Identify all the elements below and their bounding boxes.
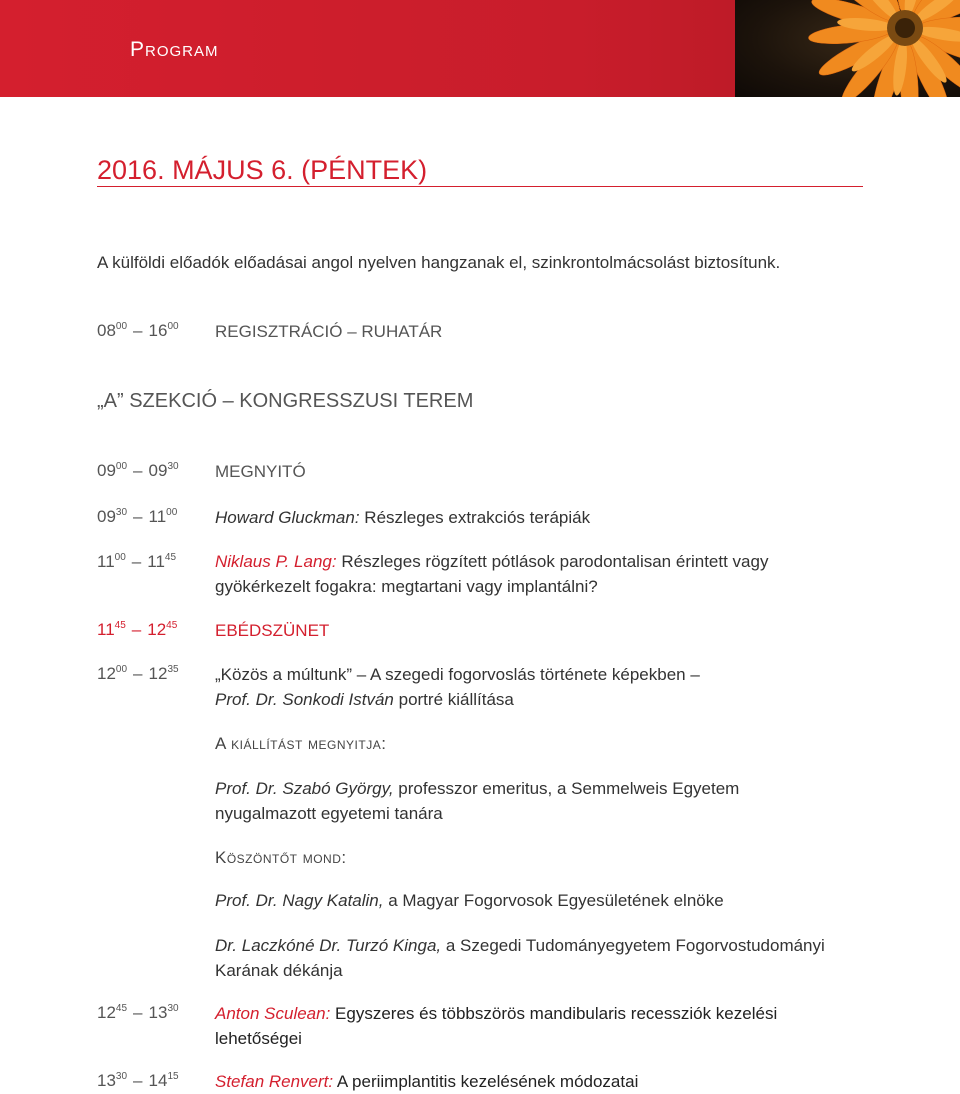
time-range: $11^{45} - 12^{45}$ [97, 620, 178, 639]
time-range: $13^{30} - 14^{15}$ [97, 1071, 179, 1090]
talk-title: Egyszeres és többszörös mandibularis recessziók kezelési lehetőségei [215, 1004, 778, 1048]
program-title: REGISZTRÁCIÓ – RUHATÁR [215, 322, 443, 341]
time-range: $08^{00} - 16^{00}$ [97, 321, 179, 340]
opener-entry [215, 776, 835, 826]
time-range: $09^{30} - 11^{00}$ [97, 507, 178, 526]
flower-icon [735, 0, 960, 97]
greeter-description: a Magyar Fogorvosok Egyesületének elnöke [383, 891, 724, 910]
speaker-name: Anton Sculean: [215, 1004, 331, 1023]
speaker-name: Niklaus P. Lang: [215, 552, 337, 571]
program-entry [215, 1001, 835, 1051]
time-range: $12^{45} - 13^{30}$ [97, 1003, 179, 1022]
opener-description: professzor emeritus, a Semmelweis Egyetem nyugalmazott egyetemi tanára [215, 779, 740, 823]
time-range: $12^{00} - 12^{35}$ [97, 664, 179, 683]
opener-name: Prof. Dr. Szabó György, [215, 779, 394, 798]
exhibition-author: Prof. Dr. Sonkodi István [215, 690, 394, 709]
speaker-name: Howard Gluckman: [215, 508, 360, 527]
time-range: $11^{00} - 11^{45}$ [97, 552, 177, 571]
header-title: Program [130, 38, 219, 61]
exhibition-opener-heading: A kiállítást megnyitja: [215, 734, 387, 753]
speaker-name: Stefan Renvert: [215, 1072, 334, 1091]
program-entry [215, 549, 835, 599]
program-entry [215, 505, 835, 530]
date-title: 2016. MÁJUS 6. (PÉNTEK) [97, 155, 428, 185]
exhibition-title: „Közös a múltunk” – A szegedi fogorvoslás története képekben – [215, 665, 700, 684]
talk-title: A periimplantitis kezelésének módozatai [333, 1072, 639, 1091]
intro-text: A külföldi előadók előadásai angol nyelven hangzanak el, szinkrontolmácsolást biztosítunk. [97, 253, 781, 272]
lunch-break: EBÉDSZÜNET [215, 621, 330, 640]
flower-photo [735, 0, 960, 97]
talk-title: Részleges extrakciós terápiák [359, 508, 591, 527]
greeter-description: a Szegedi Tudományegyetem Fogorvostudományi Karának dékánja [215, 936, 825, 980]
program-entry [215, 1069, 835, 1094]
exhibition-entry [215, 662, 835, 712]
greeter-entry [215, 888, 835, 913]
greeter-entry [215, 933, 835, 983]
talk-title: Részleges rögzített pótlások parodontalisan érintett vagy gyökérkezelt fogakra: megtartani vagy implantálni? [215, 552, 769, 596]
exhibition-subtitle: portré kiállítása [393, 690, 514, 709]
greeter-name: Dr. Laczkóné Dr. Turzó Kinga, [215, 936, 442, 955]
greeting-heading: Köszöntőt mond: [215, 848, 347, 867]
program-title: MEGNYITÓ [215, 462, 306, 481]
section-heading: „A” SZEKCIÓ – KONGRESSZUSI TEREM [97, 390, 474, 412]
time-range: $09^{00} - 09^{30}$ [97, 461, 179, 480]
greeter-name: Prof. Dr. Nagy Katalin, [215, 891, 384, 910]
date-divider [97, 186, 863, 187]
